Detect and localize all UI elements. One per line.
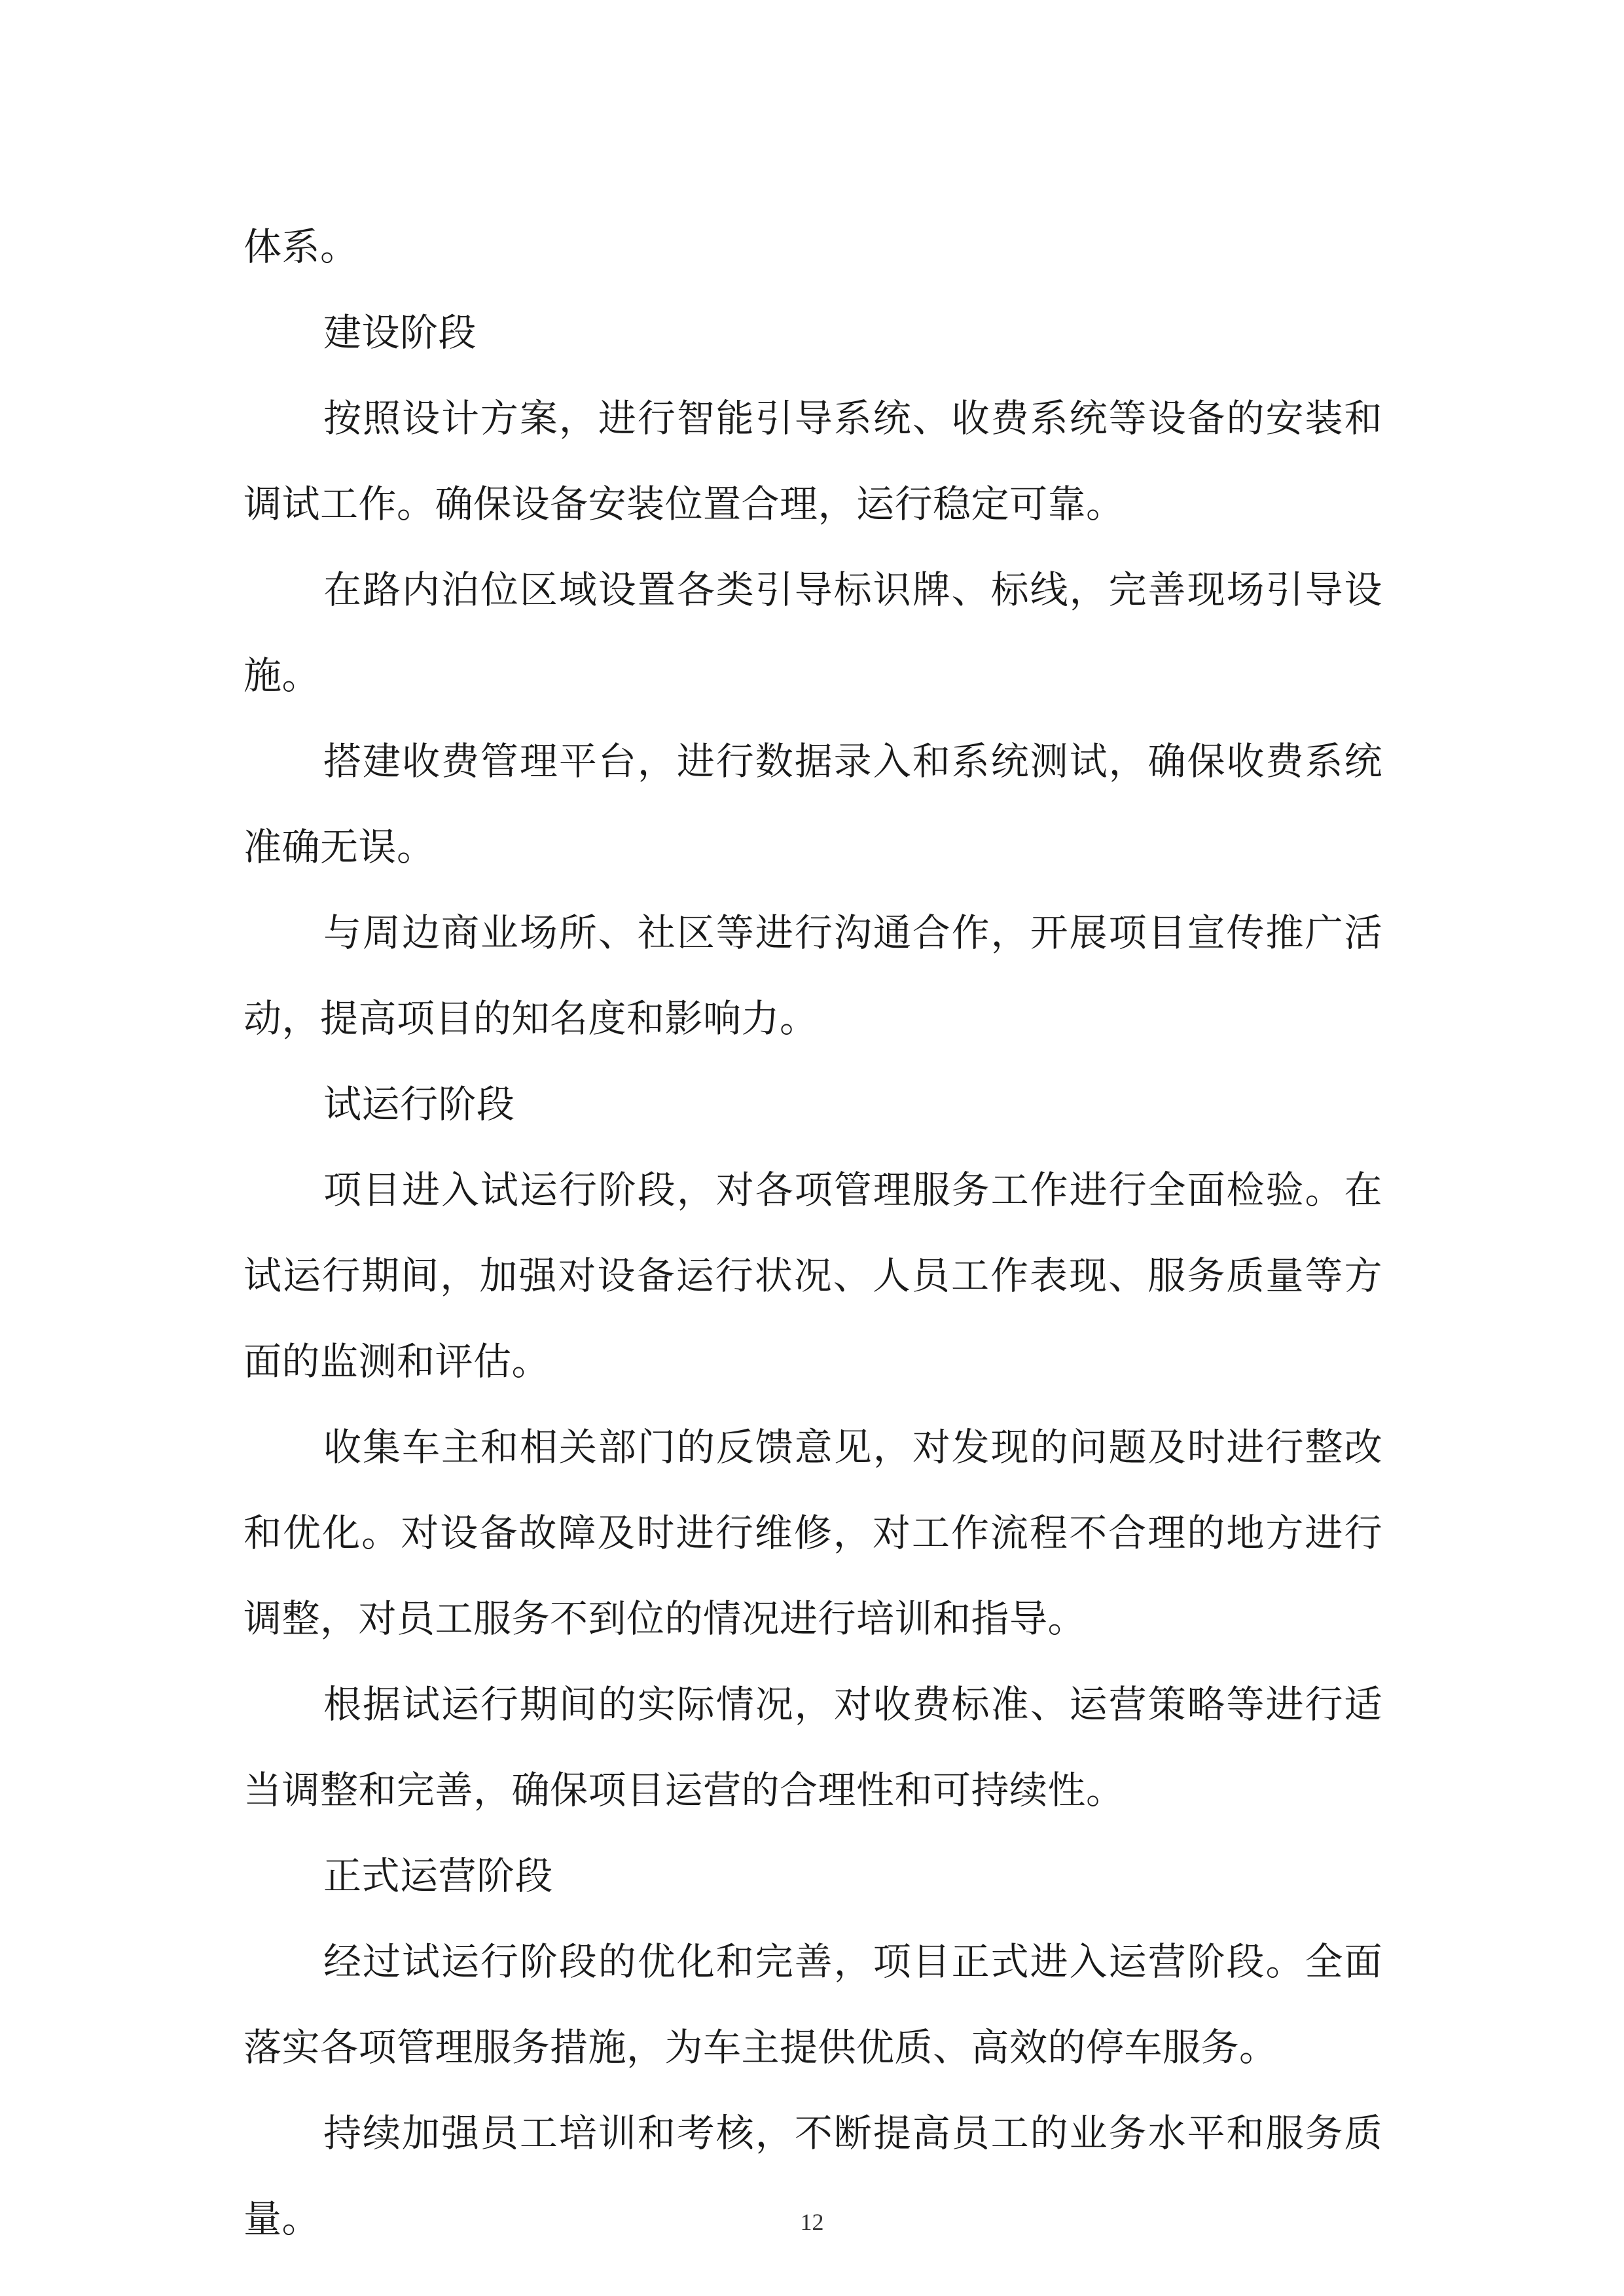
body-paragraph: 在路内泊位区域设置各类引导标识牌、标线，完善现场引导设施。 (244, 567, 1382, 698)
section-heading-construction: 建设阶段 (323, 310, 477, 355)
continuation-paragraph: 体系。 (244, 224, 359, 269)
body-paragraph: 经过试运行阶段的优化和完善，项目正式进入运营阶段。全面落实各项管理服务措施，为车主提供优质、高效的停车服务。 (244, 1939, 1382, 2070)
section-heading-trial-operation: 试运行阶段 (323, 1082, 515, 1126)
page-body (244, 204, 1382, 2262)
body-paragraph: 与周边商业场所、社区等进行沟通合作，开展项目宣传推广活动，提高项目的知名度和影响力。 (244, 910, 1382, 1041)
section-heading-formal-operation: 正式运营阶段 (323, 1854, 554, 1898)
body-paragraph: 项目进入试运行阶段，对各项管理服务工作进行全面检验。在试运行期间，加强对设备运行状况、人员工作表现、服务质量等方面的监测和评估。 (244, 1168, 1382, 1384)
body-paragraph: 按照设计方案，进行智能引导系统、收费系统等设备的安装和调试工作。确保设备安装位置合理，运行稳定可靠。 (244, 396, 1382, 526)
body-paragraph: 根据试运行期间的实际情况，对收费标准、运营策略等进行适当调整和完善，确保项目运营的合理性和可持续性。 (244, 1682, 1382, 1812)
body-paragraph: 持续加强员工培训和考核，不断提高员工的业务水平和服务质量。 (244, 2111, 1382, 2241)
page-number: 12 (800, 2209, 824, 2235)
body-paragraph: 搭建收费管理平台，进行数据录入和系统测试，确保收费系统准确无误。 (244, 739, 1382, 869)
body-paragraph: 收集车主和相关部门的反馈意见，对发现的问题及时进行整改和优化。对设备故障及时进行维修，对工作流程不合理的地方进行调整，对员工服务不到位的情况进行培训和指导。 (244, 1425, 1382, 1641)
